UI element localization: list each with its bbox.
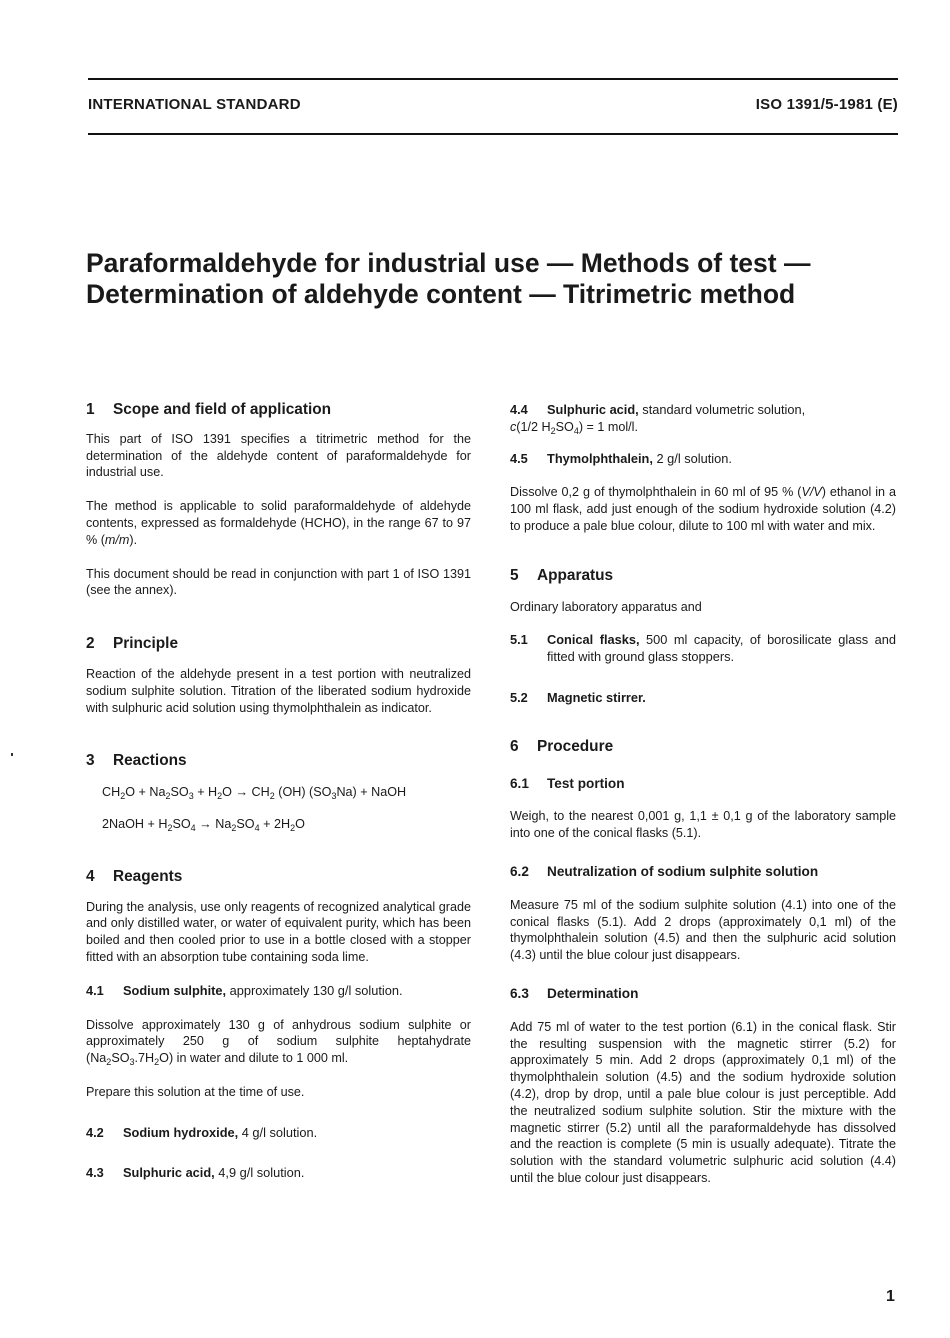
item-4-4-heading: 4.4 Sulphuric acid, standard volumetric solution, [510,402,806,417]
section-3-heading: 3 Reactions [86,752,187,770]
header-document-number: ISO 1391/5-1981 (E) [755,96,898,113]
section-1-para-3: This document should be read in conjunction with part 1 of ISO 1391 (see the annex). [86,566,471,598]
header-bottom-rule [88,133,898,135]
section-5-para-1: Ordinary laboratory apparatus and [510,599,702,614]
left-column [86,402,471,1181]
header-top-rule [88,78,898,80]
item-4-2-heading: 4.2 Sodium hydroxide, 4 g/l solution. [86,1124,318,1140]
title-line-2: Determination of aldehyde content — Titrimetric method [86,279,796,309]
section-4-para-1: During the analysis, use only reagents of recognized analytical grade and only distilled water, or water of equivalent purity, which has been boiled and then cooled prior to use in a bottle closed with a stopper fitted with an absorption tube containing soda lime. [86,899,471,964]
item-4-1-heading: 4.1 Sodium sulphite, approximately 130 g/l solution. [86,982,403,998]
item-5-2-heading: 5.2 Magnetic stirrer. [510,689,646,705]
scan-speck [11,753,13,756]
item-6-2-heading: 6.2 Neutralization of sodium sulphite solution [510,863,819,879]
item-4-5-heading: 4.5 Thymolphthalein, 2 g/l solution. [510,450,732,466]
page-number: 1 [886,1288,895,1305]
item-6-3-para-1: Add 75 ml of water to the test portion (6.1) in the conical flask. Stir the resulting suspension with the magnetic stirrer (5.2) for approximately 5 min. Add 2 drops (approximately 0,1 ml) of the thymolphthalein solution (4.5) and the sodium hydroxide solution (4.2), drop by drop, until a pale blue colour is just perceptible. Add the neutralized sodium sulphite solution. Stir the mixture with the magnetic stirrer (5.2) until all the paraformaldehyde has dissolved and the reaction is complete (5 min is usually adequate). Titrate the solution with the standard volumetric sulphuric acid solution (4.4) until the blue colour just disappears. [510,1019,896,1185]
item-4-3-heading: 4.3 Sulphuric acid, 4,9 g/l solution. [86,1164,305,1180]
right-column [510,402,896,1187]
section-1-para-1: This part of ISO 1391 specifies a titrimetric method for the determination of the aldehyde content of paraformaldehyde for industrial use. [86,431,471,480]
section-5-heading: 5 Apparatus [510,566,614,584]
item-6-2-para-1: Measure 75 ml of the sodium sulphite solution (4.1) into one of the conical flasks (5.1). Add 2 drops (approximately 0,1 ml) of the thymolphthalein solution (4.5) and then the sulphuric acid solution (4.3) until the blue colour just disappears. [510,897,896,963]
reaction-equation-1: $CH_2O + Na_2SO_3 + H_2O \to CH_2$ (OH) $(SO_3Na)$ + NaOH [102,785,407,802]
item-6-1-para-1: Weigh, to the nearest 0,001 g, 1,1 ± 0,1 g of the laboratory sample into one of the conical flasks (5.1). [510,809,896,841]
section-2-para-1: Reaction of the aldehyde present in a test portion with neutralized sodium sulphite solution. Titration of the liberated sodium hydroxide with sulphuric acid solution using thymolphthalein as indicator. [86,666,471,715]
section-1-heading: 1 Scope and field of application [86,401,332,418]
reaction-equation-2: 2NaOH + $H_2SO_4 \to Na_2SO_4 + 2H_2O$ [102,816,305,833]
item-5-1: 5.1 Conical flasks, 500 ml capacity, of borosilicate glass and fitted with ground glass stoppers. [510,632,896,665]
item-4-5-para-1: Dissolve 0,2 g of thymolphthalein in 60 ml of 95 % (V/V) ethanol in a 100 ml flask, add just enough of the sodium hydroxide solution (4.2) to produce a pale blue colour, dilute to 100 ml with water and mix. [510,485,896,533]
item-4-1-para-1: Dissolve approximately 130 g of anhydrous sodium sulphite or approximately 250 g of sodium sulphite heptahydrate $(Na_2SO_3.7H_2O)$ in water and dilute to 1 000 ml. [86,1017,471,1068]
item-6-1-heading: 6.1 Test portion [510,775,625,791]
item-6-3-heading: 6.3 Determination [510,985,639,1001]
section-2-heading: 2 Principle [86,635,179,653]
document-title [86,248,916,310]
header-standard-label: INTERNATIONAL STANDARD [88,96,301,113]
item-4-4-concentration: c(1/2 $H_2SO_4) = 1$ mol/l. [510,419,638,436]
section-4-heading: 4 Reagents [86,867,183,885]
title-line-1: Paraformaldehyde for industrial use — Methods of test — [86,248,811,278]
section-6-heading: 6 Procedure [510,737,614,755]
item-4-1-para-2: Prepare this solution at the time of use. [86,1084,305,1099]
section-1-para-2: The method is applicable to solid paraformaldehyde of aldehyde contents, expressed as formaldehyde (HCHO), in the range 67 to 97 % (m/m). [86,499,471,547]
